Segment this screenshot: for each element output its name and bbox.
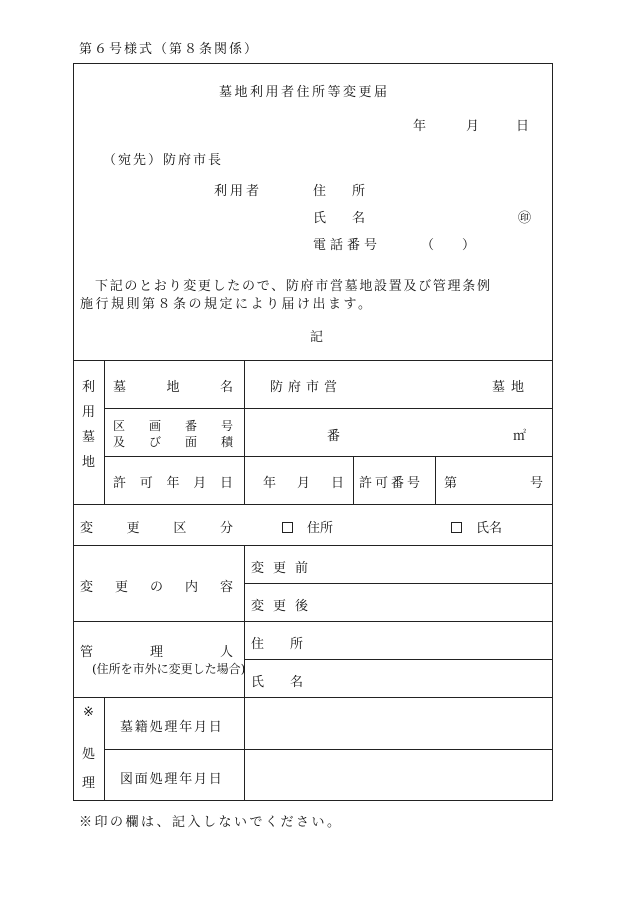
permit-date-label (113, 472, 233, 491)
cemetery-name-prefix: 防府市営 (270, 380, 343, 395)
note-heading: 記 (310, 330, 324, 345)
col-permit-date-divider (353, 456, 354, 504)
area-unit: ㎡ (513, 429, 527, 444)
label-char: 許 (113, 476, 127, 491)
permit-number-suffix: 号 (530, 476, 544, 491)
label-char: 分 (219, 521, 233, 536)
label-char: 変 (80, 521, 94, 536)
rule-office-mid (104, 749, 553, 750)
label-char: の (149, 580, 163, 595)
applicant-phone-label: 電話番号 (313, 238, 382, 253)
permit-number-prefix: 第 (444, 476, 458, 491)
manager-label (80, 641, 233, 660)
label-char: 面 (184, 435, 197, 449)
plot-label-line2 (113, 433, 233, 450)
before-label: 変更前 (251, 561, 318, 576)
form-number-label: 第６号様式（第８条関係） (79, 42, 260, 57)
label-char: 画 (148, 419, 161, 433)
cemetery-name-label (113, 376, 233, 395)
col-office-divider (104, 697, 105, 801)
label-char: 番 (184, 419, 197, 433)
col-riyo-divider (104, 360, 105, 504)
rule-after-detail (73, 621, 553, 622)
plot-label-line1 (113, 417, 233, 434)
label-char: 積 (220, 435, 233, 449)
permit-date-year: 年 (263, 476, 277, 491)
table-top-rule (73, 360, 553, 361)
change-option-address[interactable] (282, 517, 333, 536)
applicant-label: 利用者 (214, 184, 263, 199)
date-year-label: 年 (413, 119, 427, 134)
label-char: 及 (113, 435, 126, 449)
address-checkbox[interactable] (282, 522, 293, 533)
body-text-line2: 施行規則第８条の規定により届け出ます。 (80, 297, 374, 312)
col-label-divider-upper (244, 360, 245, 504)
date-day-label: 日 (516, 119, 530, 134)
addressee: （宛先）防府市長 (103, 153, 224, 168)
seal-mark: ㊞ (518, 211, 532, 226)
riyo-bochi-label: 利 用 墓 地 (81, 380, 95, 470)
permit-date-day: 日 (331, 476, 345, 491)
label-char: 更 (126, 521, 140, 536)
manager-name-label: 氏 名 (251, 675, 304, 690)
label-char: 更 (114, 580, 128, 595)
label-char: 年 (166, 476, 180, 491)
change-option-name[interactable] (451, 517, 502, 536)
rule-after-permit (73, 504, 553, 505)
rule-manager-mid (244, 659, 553, 660)
register-date-label: 墓籍処理年月日 (120, 720, 224, 735)
applicant-name-label: 氏 名 (313, 211, 366, 226)
label-char: 人 (219, 645, 233, 660)
label-char: 容 (219, 580, 233, 595)
manager-note: (住所を市外に変更した場合) (92, 662, 246, 676)
label-char: 地 (166, 380, 180, 395)
applicant-address-label: 住 所 (313, 184, 366, 199)
name-checkbox[interactable] (451, 522, 462, 533)
label-char: 日 (219, 476, 233, 491)
label-char: 墓 (113, 380, 127, 395)
label-char: 号 (220, 419, 233, 433)
rule-after-manager (73, 697, 553, 698)
label-char: 管 (80, 645, 94, 660)
change-category-label (80, 517, 233, 536)
office-label: 処 理 (81, 747, 95, 791)
label-char: 区 (173, 521, 187, 536)
col-permit-num-divider (435, 456, 436, 504)
label-char: 区 (113, 419, 126, 433)
label-char: 理 (149, 645, 163, 660)
label-char: 変 (80, 580, 94, 595)
name-option-label: 氏名 (476, 521, 503, 536)
cemetery-name-suffix: 墓地 (492, 380, 531, 395)
after-label: 変更後 (251, 599, 318, 614)
rule-after-name (104, 408, 553, 409)
body-text-line1: 下記のとおり変更したので、防府市営墓地設置及び管理条例 (95, 279, 492, 294)
label-char: 可 (139, 476, 153, 491)
map-date-label: 図面処理年月日 (120, 772, 224, 787)
form-title: 墓地利用者住所等変更届 (219, 85, 390, 100)
phone-close-paren: ） (462, 238, 476, 253)
label-char: 内 (184, 580, 198, 595)
address-option-label: 住所 (307, 521, 334, 536)
rule-after-plot (104, 456, 553, 457)
permit-date-month: 月 (297, 476, 311, 491)
manager-address-label: 住 所 (251, 637, 304, 652)
permit-number-label: 許可番号 (359, 476, 424, 491)
label-char: 名 (219, 380, 233, 395)
change-detail-label (80, 576, 233, 595)
label-char: 月 (193, 476, 207, 491)
phone-open-paren: （ (421, 238, 435, 253)
office-mark: ※ (83, 705, 94, 720)
plot-number-unit: 番 (327, 429, 341, 444)
rule-after-category (73, 545, 553, 546)
label-char: び (148, 435, 161, 449)
rule-before-after (244, 583, 553, 584)
date-month-label: 月 (466, 119, 480, 134)
footer-note: ※印の欄は、記入しないでください。 (79, 815, 343, 830)
